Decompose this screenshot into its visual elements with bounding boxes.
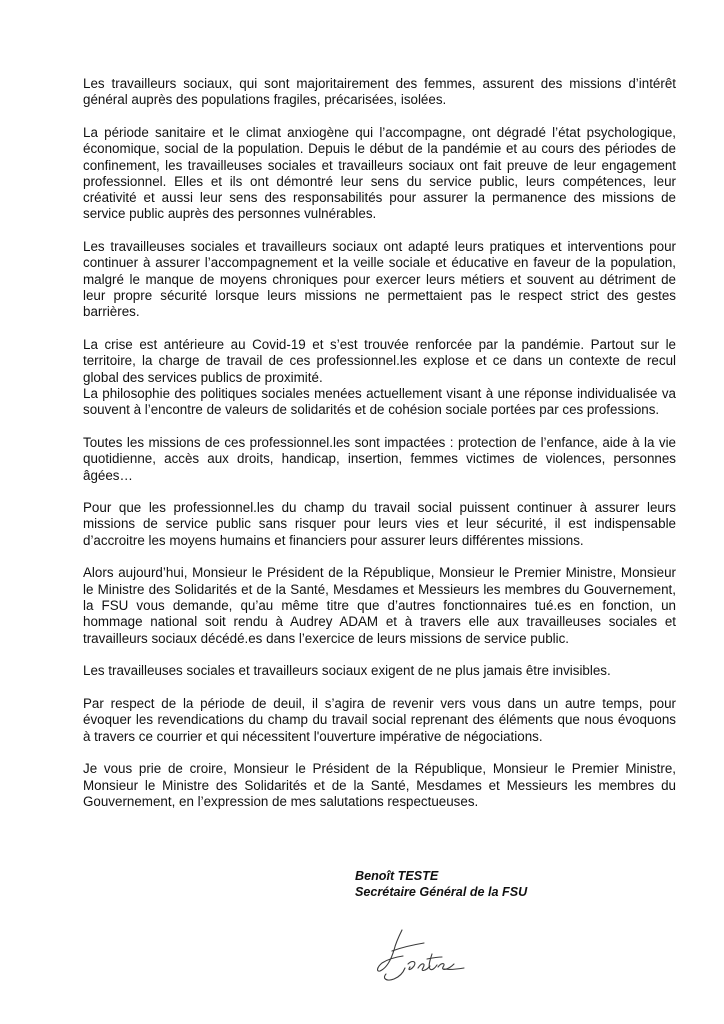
paragraph-adaptation: Les travailleuses sociales et travailleurs sociaux ont adapté leurs pratiques et interventions pour continuer à assurer l’accompagnement et la veille sociale et éducative en faveur de la population, malgré le manque de moyens chroniques pour exercer leurs métiers et souvent au détriment de leur propre sécurité lorsque leurs missions ne permettaient pas le respect strict des gestes barrières. [83, 239, 676, 320]
paragraph-impacts: Toutes les missions de ces professionnel.les sont impactées : protection de l’enfance, aide à la vie quotidienne, accès aux droits, handicap, insertion, femmes victimes de violences, personnes âgées… [83, 434, 676, 483]
paragraph-mourning: Par respect de la période de deuil, il s’agira de revenir vers vous dans un autre temps, pour évoquer les revendications du champ du travail social reprenant des éléments que nous évoquons à travers ce courrier et qui nécessitent l'ouverture impérative de négociations. [83, 696, 676, 744]
handwritten-signature [372, 924, 472, 984]
signatory-role: Secrétaire Général de la FSU [355, 885, 528, 899]
signatory-name: Benoît TESTE [355, 869, 439, 883]
signature-block [355, 868, 527, 900]
paragraph-policies: La philosophie des politiques sociales menées actuellement visant à une réponse individualisée va souvent à l’encontre de valeurs de solidarités et de cohésion sociale portées par ces professions. [83, 385, 676, 418]
letter-body [83, 76, 676, 827]
paragraph-tribute: Alors aujourd’hui, Monsieur le Président de la République, Monsieur le Premier Ministre, Monsieur le Ministre des Solidarités et de la Santé, Mesdames et Messieurs les membres du Gouvernement, la FSU vous demande, qu’au même titre que d’autres fonctionnaires tué.es en fonction, un hommage national soit rendu à Audrey ADAM et à travers elle aux travailleuses sociales et travailleurs sociaux décédé.es dans l’exercice de leurs missions de service public. [83, 565, 676, 646]
paragraph-missions: Les travailleurs sociaux, qui sont majoritairement des femmes, assurent des missions d’intérêt général auprès des populations fragiles, précarisées, isolées. [83, 76, 676, 108]
paragraph-invisible: Les travailleuses sociales et travailleurs sociaux exigent de ne plus jamais être invisibles. [83, 663, 611, 679]
paragraph-pandemic: La période sanitaire et le climat anxiogène qui l’accompagne, ont dégradé l’état psychologique, économique, social de la population. Depuis le début de la pandémie et au cours des périodes de confinement, les travailleuses sociales et travailleurs sociaux ont fait preuve de leur engagement professionnel. Elles et ils ont démontré leur sens du service public, leurs compétences, leur créativité et aussi leur sens des responsabilités pour assurer la permanence des missions de service public auprès des personnes vulnérables. [83, 124, 676, 222]
paragraph-means: Pour que les professionnel.les du champ du travail social puissent continuer à assurer leurs missions de service public sans risquer pour leurs vies et leur sécurité, il est indispensable d’accroitre les moyens humains et financiers pour assurer leurs différentes missions. [83, 500, 676, 548]
paragraph-closing: Je vous prie de croire, Monsieur le Président de la République, Monsieur le Premier Ministre, Monsieur le Ministre des Solidarités et de la Santé, Mesdames et Messieurs les membres du Gouvernement, en l’expression de mes salutations respectueuses. [83, 761, 676, 809]
paragraph-crisis: La crise est antérieure au Covid-19 et s’est trouvée renforcée par la pandémie. Partout sur le territoire, la charge de travail de ces professionnel.les explose et ce dans un contexte de recul global des services publics de proximité. [83, 337, 676, 385]
